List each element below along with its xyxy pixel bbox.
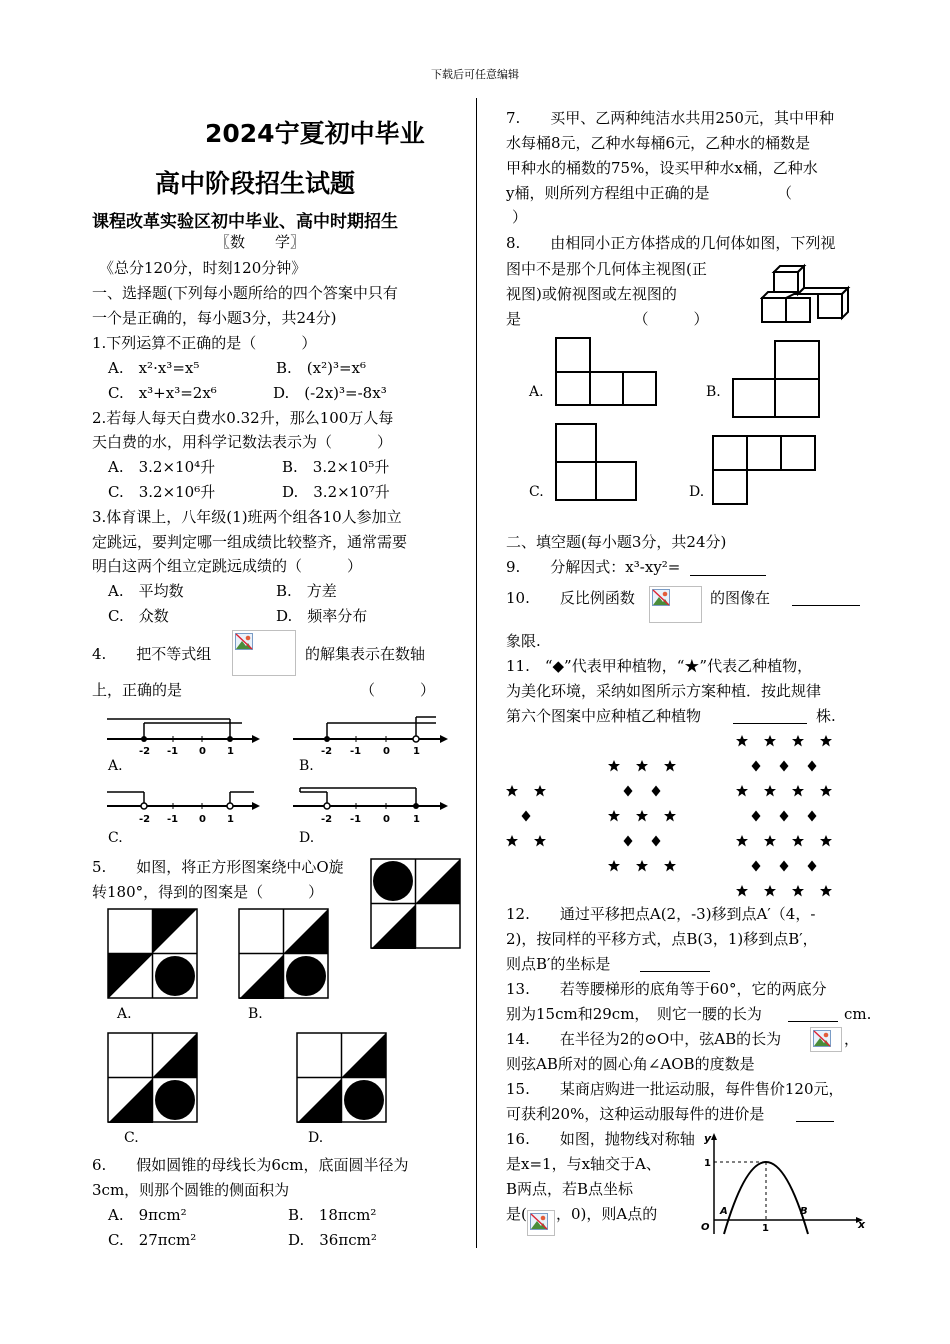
q4-option-b-label: B. — [299, 758, 314, 774]
q3-option-c: C. 众数 — [108, 607, 169, 625]
q12-answer-blank — [640, 956, 710, 972]
graph-origin-label: O — [701, 1222, 710, 1233]
tick-label: 1 — [413, 746, 420, 757]
q5-option-b-label: B. — [248, 1006, 263, 1022]
q12-stem-cont1: 2)，按同样的平移方式，点B(3，1)移到点B′， — [506, 930, 818, 948]
tick-label: 1 — [227, 746, 234, 757]
graph-x-label: x — [858, 1218, 866, 1231]
q11-answer-blank — [733, 708, 807, 724]
title-line-2: 高中阶段招生试题 — [155, 169, 356, 198]
inverse-function-image — [649, 586, 702, 623]
q3-stem-cont1: 定跳远，要判定哪一组成绩比较整齐，通常需要 — [92, 533, 408, 551]
pattern-3 — [736, 735, 832, 897]
q12-stem-cont2: 则点B′的坐标是 — [506, 955, 611, 973]
number-line-c — [104, 782, 264, 828]
q7-stem-cont1: 水每桶8元，乙种水每桶6元，乙种水的桶数是 — [506, 134, 811, 152]
q7-stem-cont4: ） — [512, 208, 528, 226]
q10-text: 10. 反比例函数 — [506, 589, 635, 607]
q5-stem-cont: 转180°，得到的图案是（ ） — [92, 883, 324, 901]
graph-y-tick: 1 — [704, 1158, 711, 1169]
q6-stem: 6. 假如圆锥的母线长为6cm，底面圆半径为 — [92, 1156, 409, 1174]
q8-solid-figure — [760, 260, 852, 326]
q5-option-b-figure — [238, 908, 330, 1000]
inequality-system-image — [232, 630, 296, 676]
q11-stem: 11. “◆”代表甲种植物，“★”代表乙种植物， — [506, 657, 813, 675]
q10-text-cont: 的图像在 — [710, 589, 771, 607]
q8-stem: 8. 由相同小正方体搭成的几何体如图，下列视 — [506, 234, 836, 252]
q1-option-b: B. (x²)³=x⁶ — [276, 359, 367, 377]
section-2-heading: 二、填空题(每小题3分，共24分) — [506, 533, 727, 551]
subject-label: 〖数 学〗 — [215, 233, 306, 251]
tick-label: -1 — [350, 814, 362, 825]
section-1-heading: 一、选择题(下列每小题所给的四个答案中只有 — [92, 284, 398, 302]
q8-option-b-figure — [732, 340, 822, 420]
q16-text: 是( — [506, 1205, 527, 1223]
q11-stem-cont2: 第六个图案中应种植乙种植物 — [506, 707, 702, 725]
broken-image-icon — [813, 1030, 831, 1047]
q15-stem-cont: 可获利20%，这种运动服每件的进价是 — [506, 1105, 765, 1123]
q2-option-b: B. 3.2×10⁵升 — [282, 458, 390, 476]
q9-text: 9. 分解因式：x³-xy²= — [506, 558, 681, 576]
number-line-a — [104, 712, 264, 758]
q4-option-d-label: D. — [299, 830, 315, 846]
tick-label: -1 — [350, 746, 362, 757]
q14-text-line2: 则弦AB所对的圆心角∠AOB的度数是 — [506, 1055, 755, 1073]
tick-label: 0 — [199, 746, 206, 757]
broken-image-icon — [530, 1213, 548, 1230]
q8-stem-cont3: 是 （ ） — [506, 310, 709, 328]
q2-stem: 2.若每人每天白费水0.32升，那么100万人每 — [92, 409, 394, 427]
q16-stem-cont1: 是x=1，与x轴交于A、 — [506, 1155, 661, 1173]
q6-option-b: B. 18πcm² — [288, 1206, 377, 1224]
broken-image-icon — [652, 589, 670, 606]
graph-point-a-label: A — [720, 1206, 728, 1217]
pattern-2 — [608, 760, 676, 872]
title-line-1: 2024宁夏初中毕业 — [205, 119, 425, 148]
q6-option-d: D. 36πcm² — [288, 1231, 377, 1249]
q5-option-a-label: A. — [117, 1006, 132, 1022]
tick-label: 1 — [413, 814, 420, 825]
q13-unit: cm. — [844, 1005, 872, 1023]
q8-option-b-label: B. — [706, 384, 721, 400]
q10-answer-blank — [792, 590, 860, 606]
q4-option-a-label: A. — [108, 758, 123, 774]
pattern-1 — [506, 785, 546, 847]
broken-image-icon — [235, 633, 253, 650]
q13-answer-blank — [788, 1006, 838, 1022]
q4-stem: 4. 把不等式组 — [92, 645, 212, 663]
q8-option-d-label: D. — [689, 484, 705, 500]
q5-option-d-label: D. — [308, 1130, 324, 1146]
number-line-d — [290, 782, 450, 828]
q16-stem-cont2: B两点，若B点坐标 — [506, 1180, 634, 1198]
column-divider — [476, 98, 477, 1248]
graph-y-label: y — [704, 1132, 712, 1145]
q2-stem-cont: 天白费的水，用科学记数法表示为（ ） — [92, 433, 393, 451]
q5-original-pattern — [370, 858, 462, 950]
q1-option-c: C. x³+x³=2x⁶ — [108, 384, 217, 402]
q8-option-a-figure — [555, 337, 659, 407]
q3-option-b: B. 方差 — [276, 582, 337, 600]
q11-unit: 株. — [816, 707, 836, 725]
q8-option-d-figure — [712, 435, 818, 507]
q7-stem-cont2: 甲种水的桶数的75%，设买甲种水x桶，乙种水 — [506, 159, 818, 177]
q8-option-a-label: A. — [529, 384, 544, 400]
q2-option-a: A. 3.2×10⁴升 — [108, 458, 216, 476]
q14-text: 14. 在半径为2的⊙O中，弦AB的长为 — [506, 1030, 782, 1048]
section-1-heading-cont: 一个是正确的，每小题3分，共24分) — [92, 309, 337, 327]
q10-text-end: 象限. — [506, 632, 541, 650]
q4-answer-paren: （ ） — [360, 681, 436, 699]
chord-length-image — [810, 1027, 842, 1052]
q3-stem: 3.体育课上，八年级(1)班两个组各10人参加立 — [92, 508, 402, 526]
q1-option-a: A. x²·x³=x⁵ — [108, 359, 200, 377]
q8-option-c-figure — [555, 423, 639, 503]
graph-x-tick: 1 — [762, 1223, 769, 1234]
q6-stem-cont: 3cm，则那个圆锥的侧面积为 — [92, 1181, 290, 1199]
q13-stem: 13. 若等腰梯形的底角等于60°，它的两底分 — [506, 980, 827, 998]
q4-stem-line2: 上，正确的是 — [92, 681, 183, 699]
q12-stem: 12. 通过平移把点A(2，-3)移到点A′（4，- — [506, 905, 816, 923]
q8-stem-cont1: 图中不是那个几何体主视图(正 — [506, 260, 707, 278]
q7-stem-cont3: y桶，则所列方程组中正确的是 （ — [506, 184, 792, 202]
tick-label: -2 — [321, 746, 333, 757]
graph-point-b-label: B — [800, 1206, 808, 1217]
q7-stem: 7. 买甲、乙两种纯洁水共用250元，其中甲种 — [506, 109, 834, 127]
q5-option-d-figure — [296, 1032, 388, 1124]
q16-stem: 16. 如图，抛物线对称轴 — [506, 1130, 695, 1148]
q6-option-a: A. 9πcm² — [108, 1206, 187, 1224]
q1-stem: 1.下列运算不正确的是（ ） — [92, 334, 317, 352]
q8-stem-cont2: 视图)或俯视图或左视图的 — [506, 285, 677, 303]
tick-label: 0 — [383, 746, 390, 757]
tick-label: 1 — [227, 814, 234, 825]
tick-label: 0 — [199, 814, 206, 825]
q4-option-c-label: C. — [108, 830, 123, 846]
q6-option-c: C. 27πcm² — [108, 1231, 197, 1249]
b-point-coordinate-image — [527, 1210, 555, 1236]
q3-option-a: A. 平均数 — [108, 582, 184, 600]
tick-label: -2 — [139, 746, 151, 757]
tick-label: -2 — [139, 814, 151, 825]
q14-text-cont: ， — [844, 1030, 860, 1048]
q9-answer-blank — [690, 560, 766, 576]
number-line-b — [290, 712, 450, 758]
q3-option-d: D. 频率分布 — [276, 607, 368, 625]
q5-option-c-label: C. — [124, 1130, 139, 1146]
q2-option-c: C. 3.2×10⁶升 — [108, 483, 216, 501]
subtitle: 课程改革实验区初中毕业、高中时期招生 — [92, 212, 398, 232]
tick-label: -2 — [321, 814, 333, 825]
page-header: 下载后可任意编辑 — [431, 68, 519, 81]
q11-stem-cont1: 为美化环境，采纳如图所示方案种植．按此规律 — [506, 682, 822, 700]
q15-stem: 15. 某商店购进一批运动服，每件售价120元， — [506, 1080, 844, 1098]
q16-text-cont: ，0)，则A点的 — [556, 1205, 658, 1223]
tick-label: 0 — [383, 814, 390, 825]
q3-stem-cont2: 明白这两个组立定跳远成绩的（ ） — [92, 557, 363, 575]
q4-stem-cont: 的解集表示在数轴 — [305, 645, 426, 663]
q5-option-c-figure — [107, 1032, 199, 1124]
q5-stem: 5. 如图，将正方形图案绕中心O旋 — [92, 858, 344, 876]
q5-option-a-figure — [107, 908, 199, 1000]
tick-label: -1 — [167, 746, 179, 757]
q11-planting-patterns — [500, 730, 852, 900]
q8-option-c-label: C. — [529, 484, 544, 500]
q16-parabola-graph — [696, 1130, 868, 1238]
total-score: 《总分120分，时刻120分钟》 — [99, 259, 307, 277]
q1-option-d: D. (-2x)³=-8x³ — [273, 384, 387, 402]
q15-answer-blank — [796, 1106, 834, 1122]
tick-label: -1 — [167, 814, 179, 825]
q2-option-d: D. 3.2×10⁷升 — [282, 483, 390, 501]
q13-stem-cont: 别为15cm和29cm， 则它一腰的长为 — [506, 1005, 762, 1023]
